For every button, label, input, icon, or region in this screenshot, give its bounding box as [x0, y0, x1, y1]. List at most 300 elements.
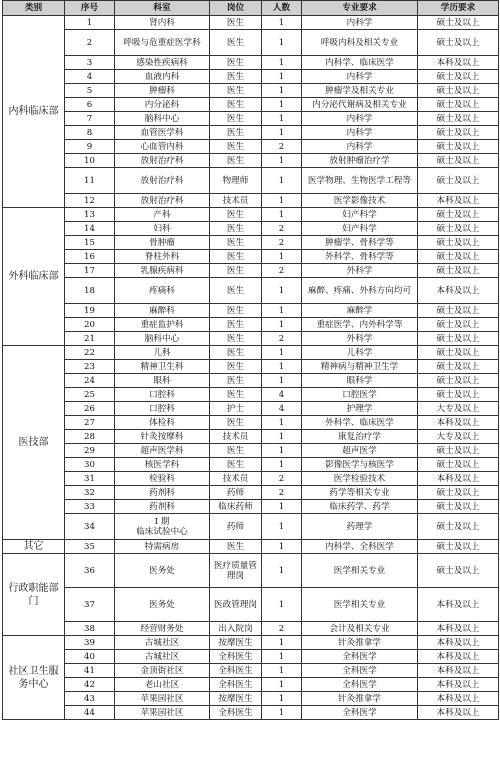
cell-post: 医生	[210, 56, 262, 70]
cell-count: 1	[262, 636, 302, 650]
cell-department: 特需病房	[115, 540, 210, 554]
cell-number: 3	[65, 56, 115, 70]
category-cell: 社区卫生服务中心	[3, 636, 65, 720]
table-row	[3, 236, 499, 250]
cell-post: 医生	[210, 264, 262, 278]
table-row	[3, 692, 499, 706]
cell-education: 硕士及以上	[418, 126, 499, 140]
cell-post: 医生	[210, 304, 262, 318]
table-row	[3, 374, 499, 388]
cell-department: 呼吸与危重症医学科	[115, 30, 210, 56]
cell-post: 医生	[210, 98, 262, 112]
table-row	[3, 472, 499, 486]
cell-department: 放射治疗科	[115, 194, 210, 208]
cell-major: 精神病与精神卫生学	[302, 360, 418, 374]
cell-count: 1	[262, 374, 302, 388]
cell-number: 11	[65, 168, 115, 194]
cell-major: 医学相关专业	[302, 588, 418, 622]
table-row	[3, 222, 499, 236]
cell-major: 妇产科学	[302, 222, 418, 236]
cell-post: 技术员	[210, 430, 262, 444]
cell-education: 硕士及以上	[418, 236, 499, 250]
table-row	[3, 486, 499, 500]
cell-major: 超声医学	[302, 444, 418, 458]
cell-education: 硕士及以上	[418, 540, 499, 554]
cell-major: 内科学	[302, 16, 418, 30]
cell-number: 34	[65, 514, 115, 540]
cell-major: 临床药学、药学	[302, 500, 418, 514]
cell-major: 肿瘤学及相关专业	[302, 84, 418, 98]
cell-education: 本科及以上	[418, 636, 499, 650]
cell-number: 18	[65, 278, 115, 304]
cell-number: 15	[65, 236, 115, 250]
cell-department: 疼痛科	[115, 278, 210, 304]
cell-major: 影像医学与核医学	[302, 458, 418, 472]
cell-count: 1	[262, 554, 302, 588]
cell-post: 全科医生	[210, 650, 262, 664]
cell-count: 2	[262, 236, 302, 250]
cell-number: 2	[65, 30, 115, 56]
cell-number: 43	[65, 692, 115, 706]
cell-count: 1	[262, 514, 302, 540]
cell-major: 内科学	[302, 70, 418, 84]
cell-post: 医生	[210, 208, 262, 222]
cell-education: 硕士及以上	[418, 16, 499, 30]
table-row	[3, 540, 499, 554]
cell-education: 硕士及以上	[418, 486, 499, 500]
cell-number: 4	[65, 70, 115, 84]
header-major: 专业要求	[302, 1, 418, 16]
cell-department: 肿瘤科	[115, 84, 210, 98]
category-cell: 内科临床部	[3, 16, 65, 208]
cell-department: 心血管内科	[115, 140, 210, 154]
cell-education: 硕士及以上	[418, 458, 499, 472]
cell-education: 大专及以上	[418, 430, 499, 444]
cell-count: 1	[262, 500, 302, 514]
cell-post: 全科医生	[210, 706, 262, 720]
cell-education: 硕士及以上	[418, 514, 499, 540]
cell-post: 医生	[210, 140, 262, 154]
cell-department: 口腔科	[115, 388, 210, 402]
cell-count: 1	[262, 208, 302, 222]
cell-department: 核医学科	[115, 458, 210, 472]
cell-count: 1	[262, 16, 302, 30]
cell-major: 针灸推拿学	[302, 636, 418, 650]
cell-number: 31	[65, 472, 115, 486]
cell-major: 康复治疗学	[302, 430, 418, 444]
table-row	[3, 208, 499, 222]
cell-number: 30	[65, 458, 115, 472]
cell-department: 医务处	[115, 588, 210, 622]
table-row	[3, 416, 499, 430]
cell-education: 硕士及以上	[418, 554, 499, 588]
cell-department: 血液内科	[115, 70, 210, 84]
cell-education: 硕士及以上	[418, 374, 499, 388]
cell-number: 41	[65, 664, 115, 678]
cell-number: 21	[65, 332, 115, 346]
table-row	[3, 278, 499, 304]
table-row	[3, 84, 499, 98]
cell-major: 呼吸内科及相关专业	[302, 30, 418, 56]
cell-education: 本科及以上	[418, 622, 499, 636]
cell-education: 硕士及以上	[418, 168, 499, 194]
cell-post: 全科医生	[210, 678, 262, 692]
cell-department: 眼科	[115, 374, 210, 388]
table-row	[3, 444, 499, 458]
table-row	[3, 588, 499, 622]
cell-post: 医生	[210, 70, 262, 84]
cell-count: 1	[262, 250, 302, 264]
cell-education: 硕士及以上	[418, 140, 499, 154]
cell-department: 经营财务处	[115, 622, 210, 636]
cell-major: 内科学	[302, 126, 418, 140]
cell-major: 放射肿瘤治疗学	[302, 154, 418, 168]
cell-number: 8	[65, 126, 115, 140]
cell-education: 硕士及以上	[418, 388, 499, 402]
cell-department: 血管医学科	[115, 126, 210, 140]
cell-post: 技术员	[210, 472, 262, 486]
cell-number: 27	[65, 416, 115, 430]
cell-education: 本科及以上	[418, 278, 499, 304]
cell-major: 内科学	[302, 112, 418, 126]
cell-major: 内科学、全科医学	[302, 540, 418, 554]
table-row	[3, 346, 499, 360]
cell-major: 儿科学	[302, 346, 418, 360]
cell-department: 药剂科	[115, 500, 210, 514]
cell-post: 按摩医生	[210, 636, 262, 650]
cell-education: 硕士及以上	[418, 264, 499, 278]
cell-post: 全科医生	[210, 664, 262, 678]
cell-department: 儿科	[115, 346, 210, 360]
cell-count: 4	[262, 402, 302, 416]
cell-major: 药学等相关专业	[302, 486, 418, 500]
cell-department: 乳腺疾病科	[115, 264, 210, 278]
table-row	[3, 318, 499, 332]
cell-education: 硕士及以上	[418, 98, 499, 112]
cell-count: 1	[262, 318, 302, 332]
header-category: 类别	[3, 1, 65, 16]
cell-count: 1	[262, 706, 302, 720]
cell-major: 外科学、骨科学等	[302, 250, 418, 264]
cell-major: 会计及相关专业	[302, 622, 418, 636]
cell-department: 药剂科	[115, 486, 210, 500]
cell-education: 大专及以上	[418, 402, 499, 416]
header-department: 科室	[115, 1, 210, 16]
cell-department: 脑科中心	[115, 332, 210, 346]
cell-count: 1	[262, 540, 302, 554]
cell-number: 1	[65, 16, 115, 30]
cell-post: 医疗质量管理岗	[210, 554, 262, 588]
cell-education: 硕士及以上	[418, 500, 499, 514]
cell-post: 医生	[210, 250, 262, 264]
cell-number: 24	[65, 374, 115, 388]
cell-department: 老山社区	[115, 678, 210, 692]
table-row	[3, 304, 499, 318]
table-row	[3, 140, 499, 154]
header-post: 岗位	[210, 1, 262, 16]
cell-major: 药理学	[302, 514, 418, 540]
cell-count: 1	[262, 194, 302, 208]
cell-education: 本科及以上	[418, 678, 499, 692]
cell-number: 37	[65, 588, 115, 622]
cell-major: 重症医学、内外科学等	[302, 318, 418, 332]
cell-count: 1	[262, 112, 302, 126]
table-row	[3, 16, 499, 30]
cell-education: 硕士及以上	[418, 332, 499, 346]
cell-education: 硕士及以上	[418, 112, 499, 126]
cell-number: 12	[65, 194, 115, 208]
cell-department: 医务处	[115, 554, 210, 588]
cell-education: 本科及以上	[418, 56, 499, 70]
cell-number: 9	[65, 140, 115, 154]
cell-count: 1	[262, 84, 302, 98]
cell-post: 医生	[210, 154, 262, 168]
cell-number: 44	[65, 706, 115, 720]
table-row	[3, 332, 499, 346]
cell-education: 硕士及以上	[418, 360, 499, 374]
cell-major: 麻醉学	[302, 304, 418, 318]
cell-count: 1	[262, 278, 302, 304]
cell-department: 感染性疾病科	[115, 56, 210, 70]
table-row	[3, 706, 499, 720]
table-row	[3, 264, 499, 278]
table-row	[3, 622, 499, 636]
cell-post: 医生	[210, 360, 262, 374]
cell-post: 医生	[210, 126, 262, 140]
cell-number: 16	[65, 250, 115, 264]
category-cell: 外科临床部	[3, 208, 65, 346]
cell-number: 13	[65, 208, 115, 222]
cell-major: 医学影像技术	[302, 194, 418, 208]
cell-number: 25	[65, 388, 115, 402]
cell-count: 1	[262, 588, 302, 622]
table-row	[3, 500, 499, 514]
cell-department: 金顶街社区	[115, 664, 210, 678]
cell-count: 2	[262, 486, 302, 500]
cell-department: 放射治疗科	[115, 154, 210, 168]
cell-count: 1	[262, 692, 302, 706]
cell-major: 外科学、临床医学	[302, 416, 418, 430]
cell-major: 妇产科学	[302, 208, 418, 222]
cell-count: 1	[262, 458, 302, 472]
cell-count: 1	[262, 304, 302, 318]
table-row	[3, 194, 499, 208]
cell-department: 内分泌科	[115, 98, 210, 112]
cell-major: 麻醉、疼痛、外科方向均可	[302, 278, 418, 304]
cell-number: 19	[65, 304, 115, 318]
cell-post: 按摩医生	[210, 692, 262, 706]
cell-major: 全科医学	[302, 706, 418, 720]
cell-post: 医生	[210, 236, 262, 250]
cell-number: 40	[65, 650, 115, 664]
table-row	[3, 402, 499, 416]
cell-major: 内科学、临床医学	[302, 56, 418, 70]
cell-number: 36	[65, 554, 115, 588]
cell-department: 脑科中心	[115, 112, 210, 126]
cell-education: 本科及以上	[418, 194, 499, 208]
cell-education: 硕士及以上	[418, 70, 499, 84]
cell-department: 肾内科	[115, 16, 210, 30]
table-row	[3, 664, 499, 678]
cell-number: 20	[65, 318, 115, 332]
cell-post: 技术员	[210, 194, 262, 208]
cell-major: 外科学	[302, 264, 418, 278]
header-count: 人数	[262, 1, 302, 16]
cell-post: 医生	[210, 346, 262, 360]
cell-number: 28	[65, 430, 115, 444]
cell-count: 1	[262, 650, 302, 664]
cell-number: 42	[65, 678, 115, 692]
table-row	[3, 360, 499, 374]
table-row	[3, 98, 499, 112]
cell-department: 口腔科	[115, 402, 210, 416]
cell-number: 10	[65, 154, 115, 168]
cell-major: 口腔医学	[302, 388, 418, 402]
cell-post: 医生	[210, 278, 262, 304]
header-education: 学历要求	[418, 1, 499, 16]
cell-count: 1	[262, 664, 302, 678]
cell-major: 医学检验技术	[302, 472, 418, 486]
cell-education: 本科及以上	[418, 416, 499, 430]
cell-education: 本科及以上	[418, 692, 499, 706]
cell-count: 1	[262, 430, 302, 444]
cell-major: 医学物理、生物医学工程等	[302, 168, 418, 194]
cell-post: 出入院岗	[210, 622, 262, 636]
cell-education: 本科及以上	[418, 588, 499, 622]
cell-count: 1	[262, 346, 302, 360]
cell-count: 1	[262, 678, 302, 692]
cell-post: 药师	[210, 486, 262, 500]
cell-count: 1	[262, 126, 302, 140]
cell-count: 2	[262, 332, 302, 346]
cell-department: 精神卫生科	[115, 360, 210, 374]
cell-post: 医生	[210, 222, 262, 236]
cell-number: 6	[65, 98, 115, 112]
cell-count: 1	[262, 168, 302, 194]
cell-department: 重症监护科	[115, 318, 210, 332]
cell-number: 38	[65, 622, 115, 636]
cell-department: 苹果园社区	[115, 692, 210, 706]
cell-education: 本科及以上	[418, 706, 499, 720]
cell-major: 护理学	[302, 402, 418, 416]
cell-count: 2	[262, 472, 302, 486]
cell-department: 苹果园社区	[115, 706, 210, 720]
table-row	[3, 636, 499, 650]
cell-department: 麻醉科	[115, 304, 210, 318]
table-row	[3, 458, 499, 472]
cell-number: 22	[65, 346, 115, 360]
table-row	[3, 112, 499, 126]
cell-post: 护士	[210, 402, 262, 416]
cell-major: 外科学	[302, 332, 418, 346]
table-row	[3, 650, 499, 664]
cell-education: 硕士及以上	[418, 222, 499, 236]
recruitment-table	[2, 0, 499, 720]
cell-post: 物理师	[210, 168, 262, 194]
cell-post: 医生	[210, 332, 262, 346]
cell-number: 32	[65, 486, 115, 500]
cell-count: 1	[262, 56, 302, 70]
cell-post: 医生	[210, 30, 262, 56]
cell-post: 医生	[210, 318, 262, 332]
cell-count: 1	[262, 30, 302, 56]
cell-education: 硕士及以上	[418, 84, 499, 98]
cell-department: 针灸按摩科	[115, 430, 210, 444]
table-row	[3, 250, 499, 264]
cell-number: 26	[65, 402, 115, 416]
table-row	[3, 70, 499, 84]
table-row	[3, 30, 499, 56]
cell-department: I 期 临床试验中心	[115, 514, 210, 540]
cell-education: 硕士及以上	[418, 250, 499, 264]
cell-number: 5	[65, 84, 115, 98]
cell-major: 肿瘤学、骨科学等	[302, 236, 418, 250]
cell-number: 35	[65, 540, 115, 554]
table-row	[3, 430, 499, 444]
cell-department: 脊柱外科	[115, 250, 210, 264]
cell-major: 全科医学	[302, 650, 418, 664]
cell-education: 硕士及以上	[418, 304, 499, 318]
cell-education: 本科及以上	[418, 650, 499, 664]
cell-count: 1	[262, 416, 302, 430]
cell-major: 内分泌代谢病及相关专业	[302, 98, 418, 112]
cell-education: 硕士及以上	[418, 30, 499, 56]
cell-department: 检验科	[115, 472, 210, 486]
cell-department: 体检科	[115, 416, 210, 430]
cell-department: 古城社区	[115, 650, 210, 664]
cell-post: 临床药师	[210, 500, 262, 514]
cell-number: 7	[65, 112, 115, 126]
cell-department: 超声医学科	[115, 444, 210, 458]
header-row	[3, 1, 499, 16]
category-cell: 医技部	[3, 346, 65, 540]
cell-education: 硕士及以上	[418, 208, 499, 222]
cell-number: 14	[65, 222, 115, 236]
cell-post: 医生	[210, 16, 262, 30]
cell-post: 药师	[210, 514, 262, 540]
cell-education: 硕士及以上	[418, 318, 499, 332]
cell-major: 医学相关专业	[302, 554, 418, 588]
cell-count: 1	[262, 70, 302, 84]
cell-count: 4	[262, 388, 302, 402]
cell-count: 2	[262, 264, 302, 278]
cell-post: 医政管理岗	[210, 588, 262, 622]
cell-number: 39	[65, 636, 115, 650]
cell-major: 针灸推拿学	[302, 692, 418, 706]
cell-count: 1	[262, 154, 302, 168]
cell-department: 妇科	[115, 222, 210, 236]
cell-education: 本科及以上	[418, 664, 499, 678]
table-row	[3, 554, 499, 588]
table-row	[3, 154, 499, 168]
cell-post: 医生	[210, 84, 262, 98]
cell-department: 古城社区	[115, 636, 210, 650]
cell-major: 眼科学	[302, 374, 418, 388]
cell-education: 硕士及以上	[418, 346, 499, 360]
cell-count: 1	[262, 444, 302, 458]
table-row	[3, 168, 499, 194]
cell-number: 23	[65, 360, 115, 374]
cell-major: 全科医学	[302, 664, 418, 678]
category-cell: 行政职能部门	[3, 554, 65, 636]
cell-count: 2	[262, 222, 302, 236]
category-cell: 其它	[3, 540, 65, 554]
cell-post: 医生	[210, 374, 262, 388]
cell-post: 医生	[210, 388, 262, 402]
table-row	[3, 514, 499, 540]
cell-education: 硕士及以上	[418, 154, 499, 168]
cell-department: 骨肿瘤	[115, 236, 210, 250]
